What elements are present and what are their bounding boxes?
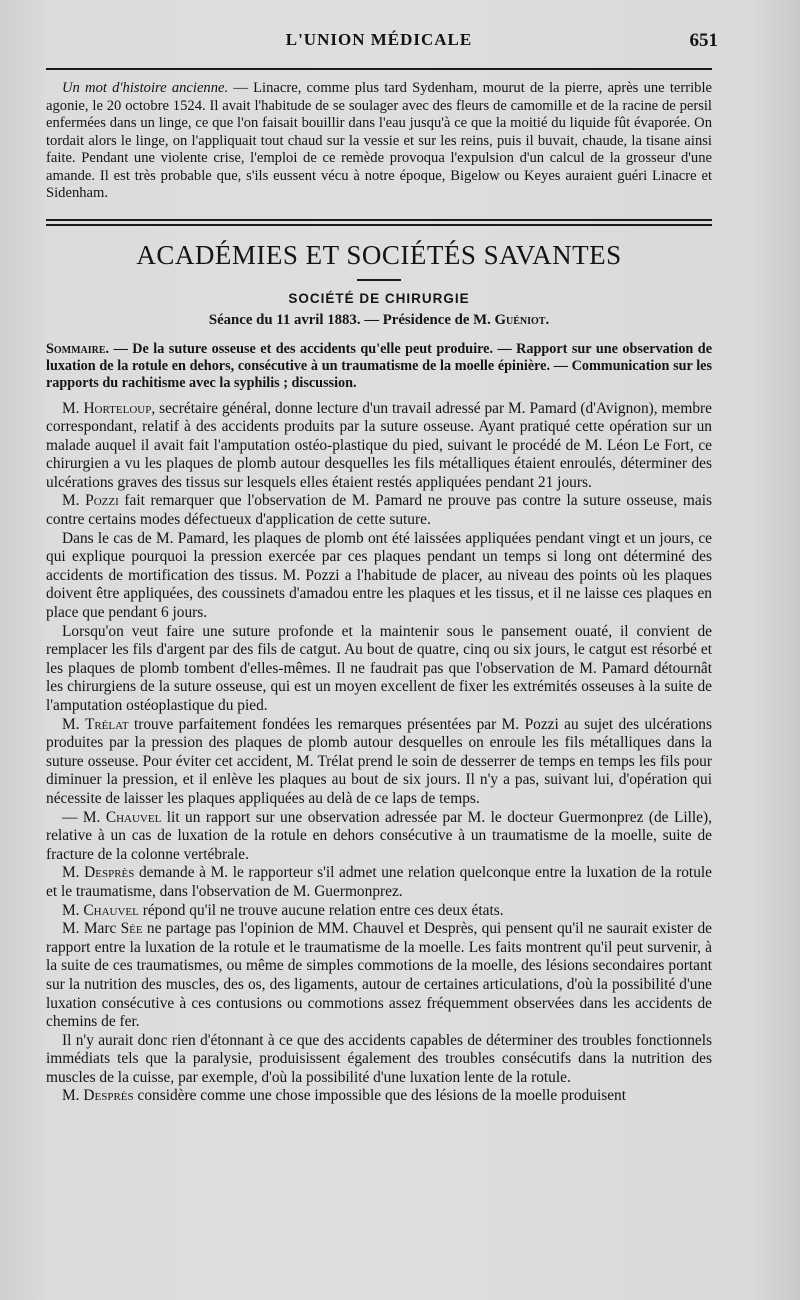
speaker-prefix: M. <box>62 864 85 882</box>
section-title: ACADÉMIES ET SOCIÉTÉS SAVANTES <box>136 239 622 270</box>
section-divider <box>46 219 712 226</box>
paragraph-text: , secrétaire général, donne lecture d'un travail adressé par M. Pamard (d'Avignon), membre correspondant, relatif à des accidents produits par la suture osseuse. Ayant pratiqué cette opération sur un malade auquel il avait fait l'amputation ostéo-plastique du pied, suivant le procédé de M. Léon Le Fort, ce chirurgien a vu les plaques de plomb autour desquelles les fils métalliques étaient enroulés, déterminer des ulcérations graves des tissus sur lesquels elles étaient restés appliquées pendant 21 jours. <box>46 399 712 491</box>
speaker-prefix: M. Marc <box>62 920 121 938</box>
paragraph <box>46 400 712 493</box>
sommaire <box>46 341 712 392</box>
anecdote-text: — Linacre, comme plus tard Sydenham, mourut de la pierre, après une terrible agonie, le 20 octobre 1524. Il avait l'habitude de se soulager avec des fleurs de camomille et de la racine de persil enfermées dans un linge, ce que l'on faisait bouillir dans l'eau jusqu'à ce que la moitié du liquide fût évaporée. On tordait alors le linge, on l'appliquait tout chaud sur la vessie et sur les reins, puis il buvait, chaude, la tisane ainsi faite. Pendant une violente crise, l'emploi de ce remède provoqua l'expulsion d'un calcul de la grosseur d'une amande. Il est très probable que, s'ils eussent vécu à notre époque, Bigelow ou Keyes auraient guéri Linacre et Sidenham. <box>46 80 712 201</box>
speaker-name: Trélat <box>84 715 129 733</box>
speaker-name: Desprès <box>84 864 135 882</box>
paragraph <box>46 1087 712 1106</box>
paragraph <box>46 809 712 865</box>
paragraph <box>46 902 712 921</box>
speaker-name: Sée <box>120 920 143 938</box>
speaker-name: Desprès <box>83 1087 134 1105</box>
paragraph-text: Lorsqu'on veut faire une suture profonde et la maintenir sous le pansement ouaté, il convient de remplacer les fils d'argent par des fils de catgut. Au bout de quatre, cinq ou six jours, le catgut est résorbé et les plaques de plomb tombent d'elles-mêmes. Il ne faudrait pas que l'observation de M. Pamard détournât les chirurgiens de la suture osseuse, qui est un moyen excellent de fixer les extrémités osseuses à la suite de l'amputation ostéoplastique du pied. <box>46 622 712 714</box>
speaker-prefix: M. <box>62 492 86 510</box>
anecdote-block <box>46 80 712 203</box>
title-rule <box>357 279 401 281</box>
running-header <box>46 30 718 64</box>
paragraph-text: ne partage pas l'opinion de MM. Chauvel et Desprès, qui pensent qu'il ne saurait exister de rapport entre la luxation de la rotule et le traumatisme de la moelle. Les faits montrent qu'il peut survenir, à la suite de ces traumatismes, ou même de simples commotions de la moelle, des lésions secondaires portant sur la nutrition des muscles, des os, des ligaments, autour de certaines articulations, d'où la possibilité d'une luxation consécutive à ces contusions ou commotions assez fréquemment observées dans les accidents de chemins de fer. <box>46 920 713 1031</box>
speaker-name: Chauvel <box>83 901 139 919</box>
page-number: 651 <box>689 30 718 51</box>
seance-suffix: . <box>545 311 550 328</box>
sommaire-text: — De la suture osseuse et des accidents qu'elle peut produire. — Rapport sur une observation de luxation de la rotule en dehors, consécutive à un traumatisme de la moelle épinière. — Communication sur les rapports du rachitisme avec la syphilis ; discussion. <box>46 340 712 391</box>
paragraph-text: Il n'y aurait donc rien d'étonnant à ce que des accidents capables de déterminer des troubles fonctionnels immédiats tels que la paralysie, produisissent également des troubles consécutifs dans la nutrition des muscles de la cuisse, par exemple, d'où la possibilité d'une luxation lente de la rotule. <box>46 1031 712 1086</box>
article-body <box>46 400 712 1107</box>
paragraph-text: lit un rapport sur une observation adressée par M. le docteur Guermonprez (de Lille), relative à un cas de luxation de la rotule en dehors consécutive à un traumatisme de la moelle, suite de fracture de la colonne vertébrale. <box>46 808 712 863</box>
speaker-name: Horteloup <box>83 399 152 417</box>
speaker-prefix: M. <box>62 715 85 733</box>
sommaire-label: Sommaire. <box>46 340 110 357</box>
paragraph <box>46 623 712 716</box>
speaker-prefix: M. <box>62 1087 84 1105</box>
speaker-name: Pozzi <box>85 492 119 510</box>
paragraph <box>46 716 712 809</box>
paragraph <box>46 530 712 623</box>
society-heading: SOCIÉTÉ DE CHIRURGIE <box>288 290 470 306</box>
president-name: Guéniot <box>494 311 546 328</box>
speaker-name: Chauvel <box>105 808 162 826</box>
paragraph <box>46 492 712 529</box>
paragraph-text: trouve parfaitement fondées les remarques présentées par M. Pozzi au sujet des ulcérations produites par la pression des plaques de plomb autour desquelles on enroule les fils métalliques dans la suture osseuse. Pour éviter cet accident, M. Trélat prend le soin de desserrer de temps en temps les fils pour diminuer la pression, et il enlève les plaques au bout de six jours. Il n'y a pas, suivant lui, d'opération qui nécessite de laisser les plaques appliquées au delà de ce laps de temps. <box>46 715 712 807</box>
paragraph <box>46 920 712 1032</box>
speaker-prefix: M. <box>62 399 84 417</box>
anecdote-lead: Un mot d'histoire ancienne. <box>62 80 229 96</box>
seance-line <box>46 312 712 329</box>
paragraph-text: fait remarquer que l'observation de M. Pamard ne prouve pas contre la suture osseuse, mais contre certains modes défectueux d'application de cette suture. <box>46 492 712 529</box>
paragraph <box>46 864 712 901</box>
journal-title: L'UNION MÉDICALE <box>285 30 473 49</box>
paragraph-text: Dans le cas de M. Pamard, les plaques de plomb ont été laissées appliquées pendant vingt et un jours, ce qui explique pourquoi la pression exercée par ces plaques pendant un temps si long ont déterminé des accidents de mortification des tissus. M. Pozzi a l'habitude de placer, au niveau des points où les plaques doivent être appliquées, des coussinets d'amadou entre les plaques et les tissus, et il ne laisse ces plaques en place que pendant 6 jours. <box>46 529 712 622</box>
paragraph-text: demande à M. le rapporteur s'il admet une relation quelconque entre la luxation de la rotule et le traumatisme, dans l'observation de M. Guermonprez. <box>46 864 712 900</box>
anecdote-paragraph <box>46 80 712 203</box>
header-rule <box>46 68 712 70</box>
seance-prefix: Séance du 11 avril 1883. — Présidence de M. <box>208 311 495 328</box>
paragraph <box>46 1032 712 1088</box>
paragraph-text: répond qu'il ne trouve aucune relation entre ces deux états. <box>138 901 504 919</box>
speaker-prefix: M. <box>62 901 84 919</box>
paragraph-text: considère comme une chose impossible que des lésions de la moelle produisent <box>133 1087 627 1105</box>
speaker-prefix: — M. <box>62 808 106 826</box>
